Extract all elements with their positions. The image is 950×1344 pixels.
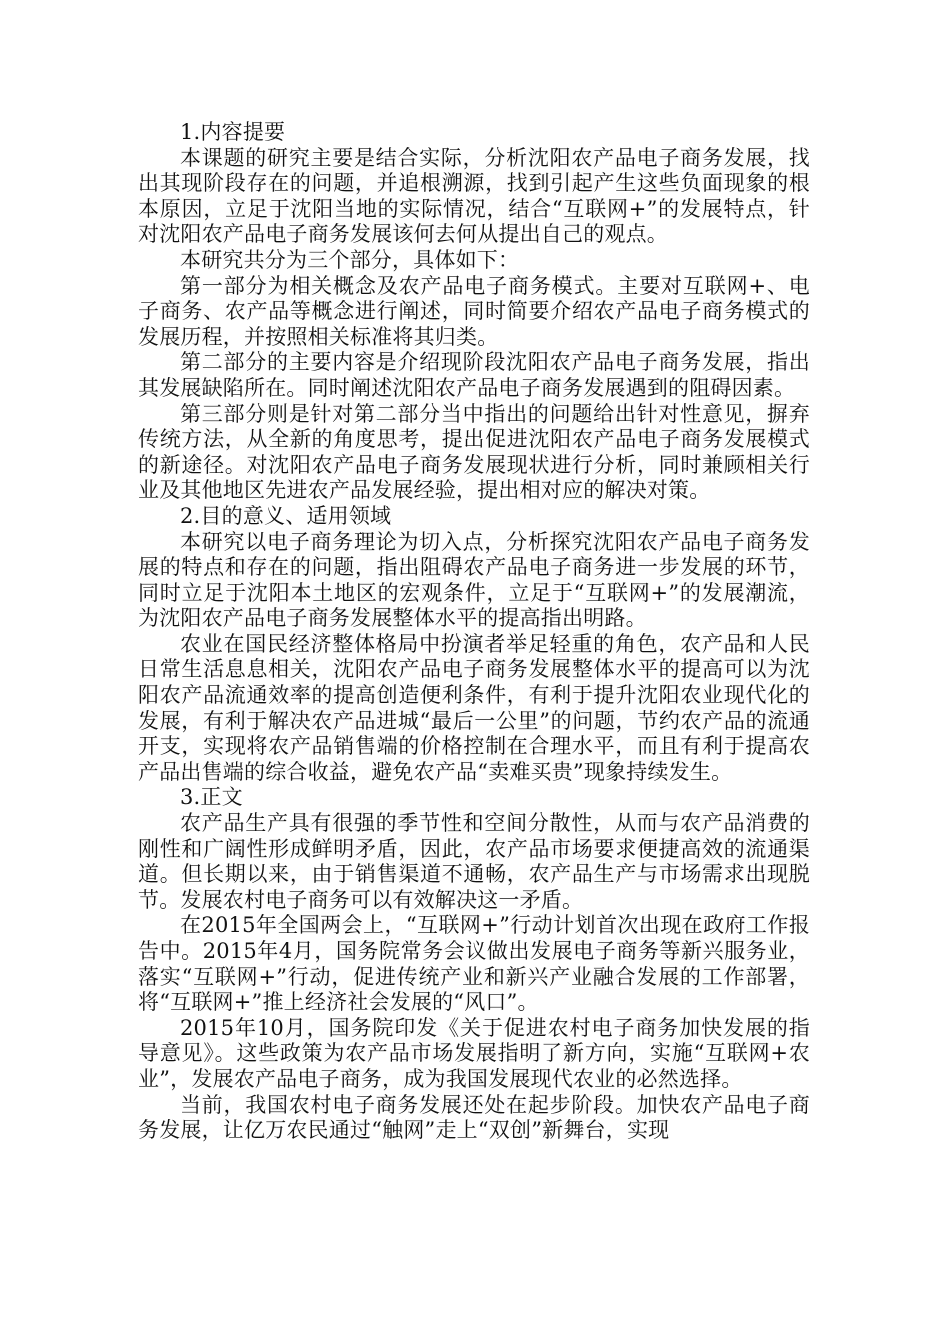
paragraph: 农业在国民经济整体格局中扮演者举足轻重的角色，农产品和人民日常生活息息相关，沈阳农产品电子商务发展整体水平的提高可以为沈阳农产品流通效率的提高创造便利条件，有利于提升沈阳农业现代化的发展，有利于解决农产品进城“最后一公里”的问题，节约农产品的流通开支，实现将农产品销售端的价格控制在合理水平，而且有利于提高农产品出售端的综合收益，避免农产品“卖难买贵”现象持续发生。 <box>138 631 810 784</box>
document-page <box>138 120 810 1144</box>
paragraph: 本课题的研究主要是结合实际，分析沈阳农产品电子商务发展，找出其现阶段存在的问题，并追根溯源，找到引起产生这些负面现象的根本原因，立足于沈阳当地的实际情况，结合“互联网+”的发展特点，针对沈阳农产品电子商务发展该何去何从提出自己的观点。 <box>138 145 810 247</box>
paragraph: 2015年10月，国务院印发《关于促进农村电子商务加快发展的指导意见》。这些政策为农产品市场发展指明了新方向，实施“互联网+农业”，发展农产品电子商务，成为我国发展现代农业的必然选择。 <box>138 1015 810 1091</box>
paragraph: 第一部分为相关概念及农产品电子商务模式。主要对互联网+、电子商务、农产品等概念进行阐述，同时简要介绍农产品电子商务模式的发展历程，并按照相关标准将其归类。 <box>138 273 810 349</box>
paragraph: 本研究以电子商务理论为切入点，分析探究沈阳农产品电子商务发展的特点和存在的问题，指出阻碍农产品电子商务进一步发展的环节，同时立足于沈阳本土地区的宏观条件，立足于“互联网+”的发展潮流，为沈阳农产品电子商务发展整体水平的提高指出明路。 <box>138 529 810 631</box>
paragraph: 农产品生产具有很强的季节性和空间分散性，从而与农产品消费的刚性和广阔性形成鲜明矛盾，因此，农产品市场要求便捷高效的流通渠道。但长期以来，由于销售渠道不通畅，农产品生产与市场需求出现脱节。发展农村电子商务可以有效解决这一矛盾。 <box>138 811 810 912</box>
section-heading-summary: 1.内容提要 <box>180 120 286 144</box>
section-heading-body: 3.正文 <box>180 785 243 810</box>
paragraph: 在2015年全国两会上，“互联网+”行动计划首次出现在政府工作报告中。2015年4月，国务院常务会议做出发展电子商务等新兴服务业，落实“互联网+”行动，促进传统产业和新兴产业融合发展的工作部署，将“互联网+”推上经济社会发展的“风口”。 <box>138 913 810 1015</box>
paragraph: 第三部分则是针对第二部分当中指出的问题给出针对性意见，摒弃传统方法，从全新的角度思考，提出促进沈阳农产品电子商务发展模式的新途径。对沈阳农产品电子商务发展现状进行分析，同时兼顾相关行业及其他地区先进农产品发展经验，提出相对应的解决对策。 <box>138 401 810 503</box>
paragraph: 当前，我国农村电子商务发展还处在起步阶段。加快农产品电子商务发展，让亿万农民通过“触网”走上“双创”新舞台，实现 <box>138 1092 810 1143</box>
paragraph: 第二部分的主要内容是介绍现阶段沈阳农产品电子商务发展，指出其发展缺陷所在。同时阐述沈阳农产品电子商务发展遇到的阻碍因素。 <box>138 350 810 400</box>
section-heading-purpose: 2.目的意义、适用领域 <box>180 503 392 528</box>
paragraph: 本研究共分为三个部分，具体如下： <box>180 247 520 272</box>
